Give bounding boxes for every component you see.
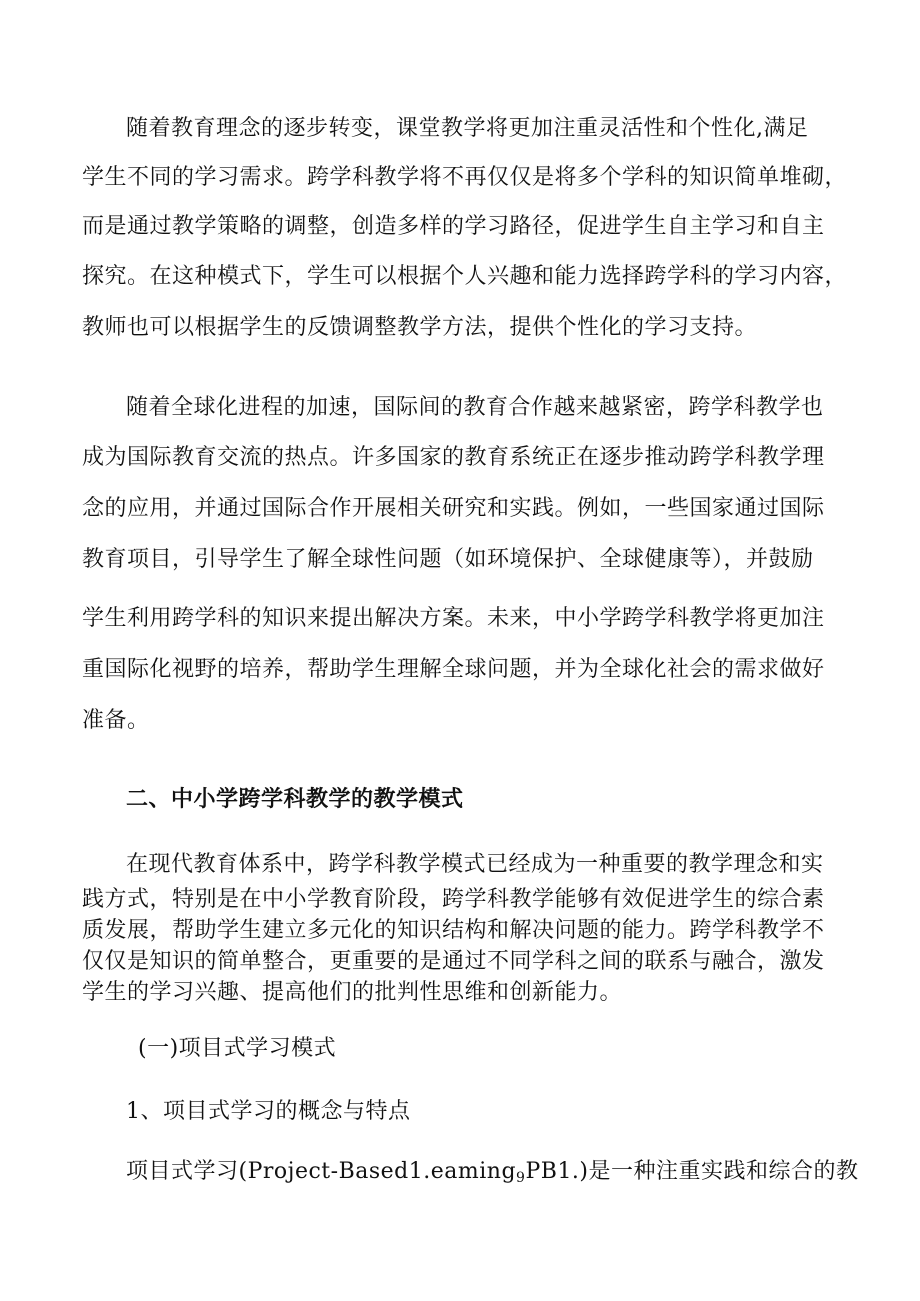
paragraph-3-line-1: 在现代教育体系中，跨学科教学模式已经成为一种重要的教学理念和实 <box>126 852 824 877</box>
paragraph-2-line-7: 准备。 <box>82 708 150 733</box>
paragraph-4-subscript: 9 <box>516 1170 526 1186</box>
section-heading: 二、中小学跨学科教学的教学模式 <box>126 787 464 812</box>
paragraph-1-line-3: 而是通过教学策略的调整，创造多样的学习路径，促进学生自主学习和自主 <box>82 214 825 239</box>
paragraph-1-line-1: 随着教育理念的逐步转变，课堂教学将更加注重灵活性和个性化,满足 <box>126 116 809 141</box>
paragraph-3-line-2: 践方式，特别是在中小学教育阶段，跨学科教学能够有效促进学生的综合素 <box>82 887 825 912</box>
paragraph-2-line-1: 随着全球化进程的加速，国际间的教育合作越来越紧密，跨学科教学也 <box>126 395 824 420</box>
paragraph-2-line-6: 重国际化视野的培养，帮助学生理解全球问题，并为全球化社会的需求做好 <box>82 657 825 682</box>
paragraph-3-line-4: 仅仅是知识的简单整合，更重要的是通过不同学科之间的联系与融合，激发 <box>82 949 825 974</box>
paragraph-2-line-4: 教育项目，引导学生了解全球性问题（如环境保护、全球健康等），并鼓励 <box>82 547 814 572</box>
paragraph-4-text-start: 项目式学习(Project-Based1.eaming <box>126 1159 517 1184</box>
paragraph-3-line-3: 质发展，帮助学生建立多元化的知识结构和解决问题的能力。跨学科教学不 <box>82 918 825 943</box>
paragraph-1-line-4: 探究。在这种模式下，学生可以根据个人兴趣和能力选择跨学科的学习内容， <box>82 264 848 289</box>
paragraph-2-line-2: 成为国际教育交流的热点。许多国家的教育系统正在逐步推动跨学科教学理 <box>82 445 825 470</box>
subsection-heading: (一)项目式学习模式 <box>138 1036 337 1061</box>
paragraph-2-line-3: 念的应用，并通过国际合作开展相关研究和实践。例如，一些国家通过国际 <box>82 496 825 521</box>
paragraph-4-line-1 <box>126 1157 859 1193</box>
paragraph-3-line-5: 学生的学习兴趣、提高他们的批判性思维和创新能力。 <box>82 980 623 1005</box>
paragraph-2-line-5: 学生利用跨学科的知识来提出解决方案。未来，中小学跨学科教学将更加注 <box>82 606 825 631</box>
item-heading: 1、项目式学习的概念与特点 <box>126 1099 411 1124</box>
paragraph-1-line-2: 学生不同的学习需求。跨学科教学将不再仅仅是将多个学科的知识简单堆砌， <box>82 165 848 190</box>
paragraph-1-line-5: 教师也可以根据学生的反馈调整教学方法，提供个性化的学习支持。 <box>82 315 758 340</box>
paragraph-4-text-end: PB1.)是一种注重实践和综合的教 <box>525 1159 859 1184</box>
